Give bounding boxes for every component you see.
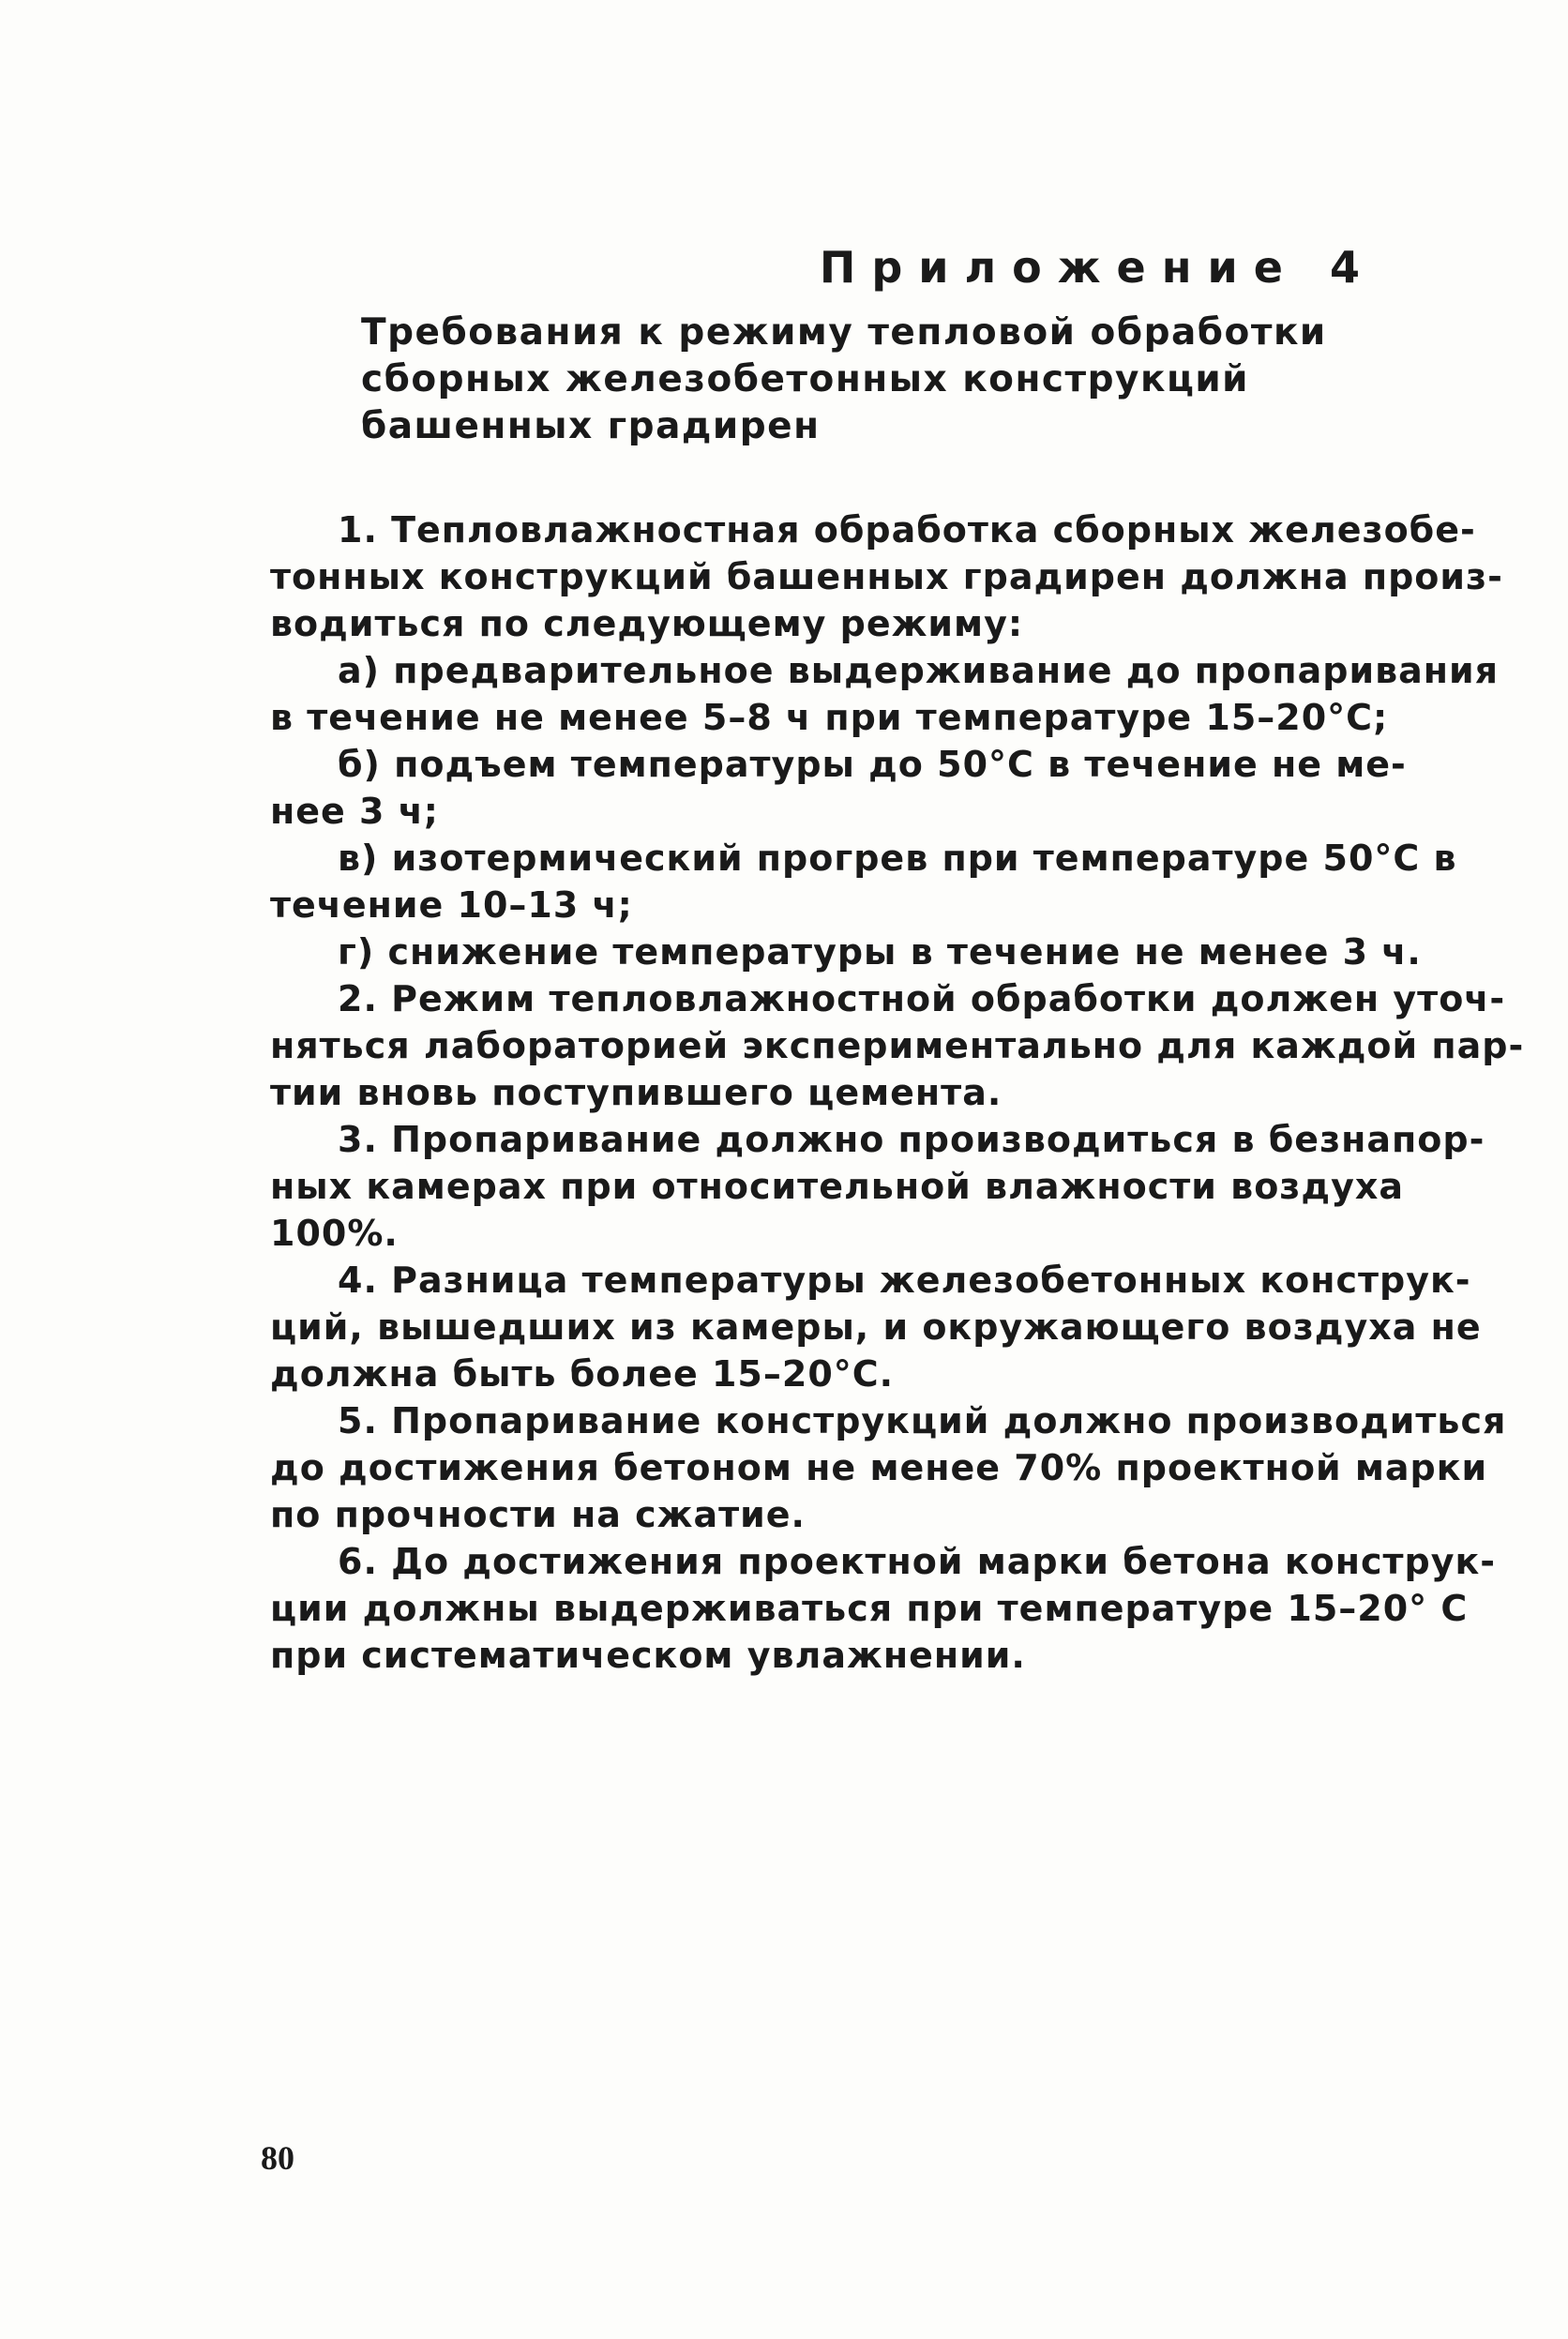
text-line: б) подъем температуры до 50°С в течение не ме-: [338, 744, 1407, 785]
text-line: а) предварительное выдерживание до пропаривания: [338, 650, 1500, 691]
text-line: течение 10–13 ч;: [270, 884, 633, 926]
title-line: сборных железобетонных конструкций: [361, 358, 1250, 400]
document-title: [361, 309, 1327, 450]
text-line: ций, вышедших из камеры, и окружающего воздуха не: [270, 1306, 1482, 1348]
text-line: 4. Разница температуры железобетонных конструк-: [338, 1260, 1471, 1301]
paragraph-3: [270, 1116, 1485, 1257]
text-line: 6. До достижения проектной марки бетона конструк-: [338, 1541, 1497, 1582]
text-line: в) изотермический прогрев при температуре 50°С в: [338, 838, 1457, 879]
paragraph-5: [270, 1397, 1507, 1538]
document-body: [270, 506, 1525, 1679]
paragraph-1d: [270, 928, 1422, 975]
text-line: 5. Пропаривание конструкций должно производиться: [338, 1400, 1507, 1441]
text-line: 2. Режим тепловлажностной обработки должен уточ-: [338, 978, 1506, 1019]
text-line: по прочности на сжатие.: [270, 1494, 806, 1535]
paragraph-6: [270, 1538, 1497, 1679]
text-line: в течение не менее 5–8 ч при температуре 15–20°С;: [270, 697, 1389, 738]
appendix-label: Приложение 4: [819, 242, 1376, 293]
paragraph-2: [270, 975, 1525, 1116]
text-line: при систематическом увлажнении.: [270, 1635, 1026, 1676]
text-line: нее 3 ч;: [270, 791, 439, 832]
text-line: ции должны выдерживаться при температуре 15–20° С: [270, 1588, 1469, 1629]
text-line: тии вновь поступившего цемента.: [270, 1072, 1003, 1113]
paragraph-1c: [270, 835, 1457, 928]
text-line: 3. Пропаривание должно производиться в безнапор-: [338, 1119, 1485, 1160]
text-line: до достижения бетоном не менее 70% проектной марки: [270, 1447, 1488, 1488]
paragraph-1b: [270, 741, 1405, 835]
page-number: 80: [261, 2139, 294, 2177]
text-line: 100%.: [270, 1213, 399, 1254]
title-line: башенных градирен: [361, 405, 821, 447]
text-line: должна быть более 15–20°С.: [270, 1353, 895, 1395]
text-line: г) снижение температуры в течение не менее 3 ч.: [338, 931, 1422, 973]
text-line: няться лабораторией экспериментально для каждой пар-: [270, 1025, 1525, 1066]
text-line: 1. Тепловлажностная обработка сборных железобе-: [338, 509, 1476, 551]
paragraph-1a: [270, 647, 1500, 741]
paragraph-4: [270, 1257, 1482, 1397]
text-line: ных камерах при относительной влажности воздуха: [270, 1166, 1404, 1207]
paragraph-1: [270, 506, 1503, 647]
text-line: тонных конструкций башенных градирен должна произ-: [270, 556, 1503, 597]
title-line: Требования к режиму тепловой обработки: [361, 311, 1327, 354]
text-line: водиться по следующему режиму:: [270, 603, 1024, 644]
